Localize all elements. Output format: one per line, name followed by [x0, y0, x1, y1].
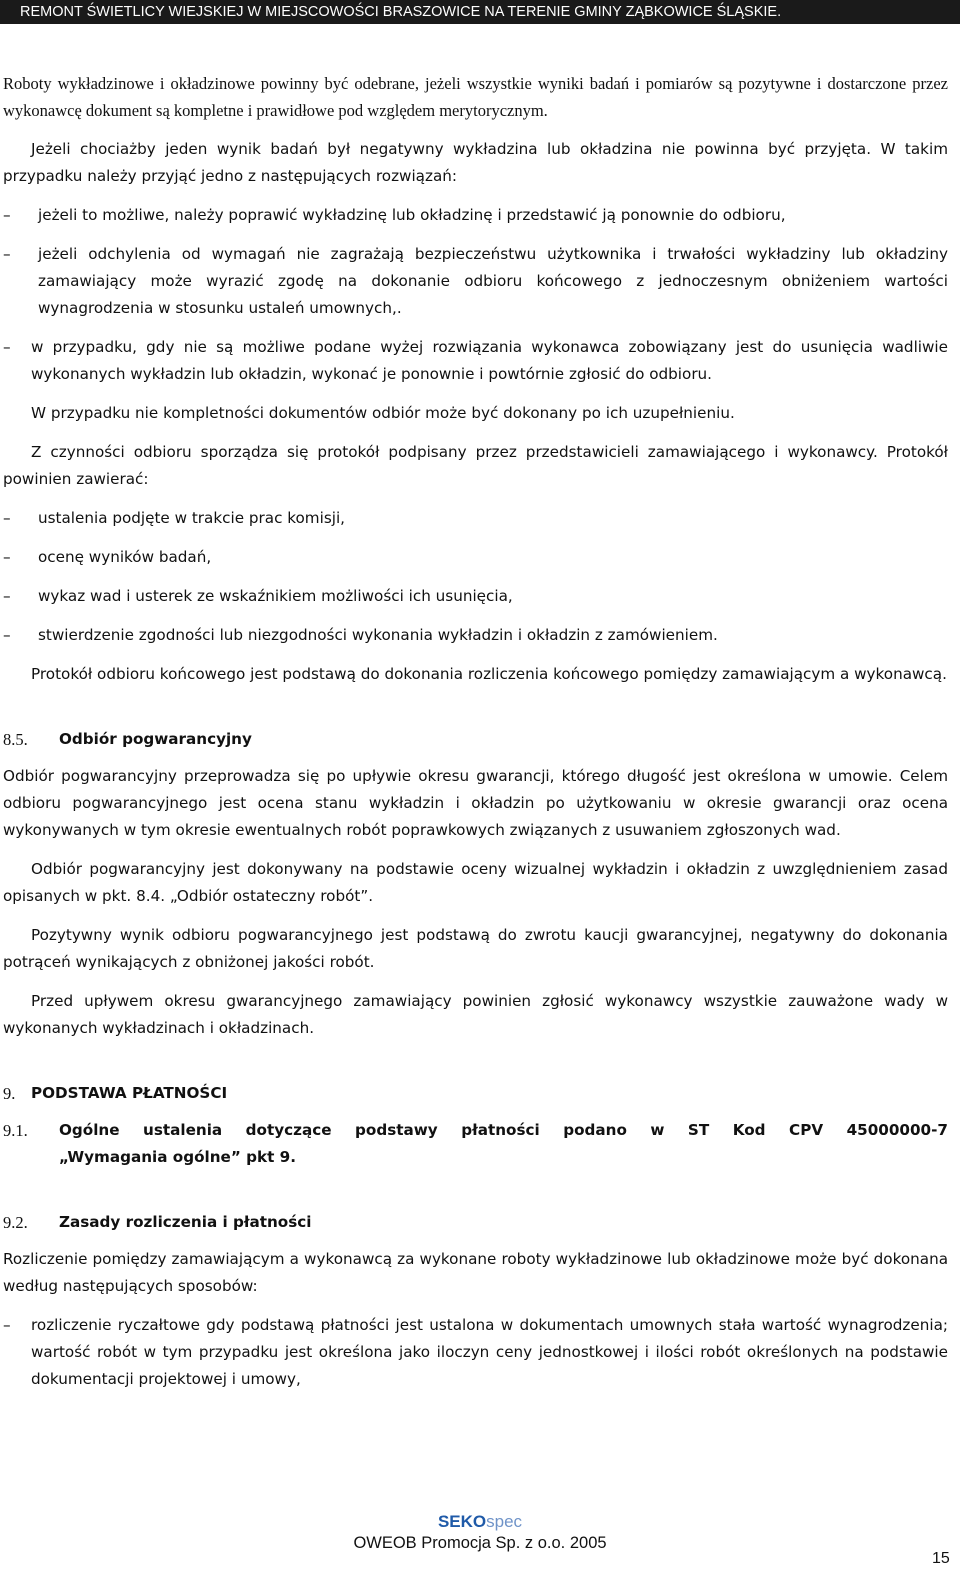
section-number: 9.2. [3, 1213, 28, 1232]
section-number: 8.5. [3, 730, 28, 749]
paragraph: Z czynności odbioru sporządza się protokół podpisany przez przedstawicieli zamawiającego i wykonawcy. Protokół powinien zawierać: [3, 443, 948, 488]
paragraph: Jeżeli chociażby jeden wynik badań był negatywny wykładzina lub okładzina nie powinna być przyjęta. W takim przypadku należy przyjąć jedno z następujących rozwiązań: [3, 140, 948, 185]
list-item: – wykaz wad i usterek ze wskaźnikiem możliwości ich usunięcia, [3, 583, 948, 610]
section-title: PODSTAWA PŁATNOŚCI [31, 1084, 228, 1102]
paragraph: Protokół odbioru końcowego jest podstawą do dokonania rozliczenia końcowego pomiędzy zamawiającym a wykonawcą. [31, 665, 947, 683]
section-title: Zasady rozliczenia i płatności [59, 1213, 312, 1231]
protocol-contents-list [3, 505, 948, 649]
section-title-block [59, 1117, 948, 1171]
section-heading-9 [3, 1080, 948, 1107]
list-item: – ocenę wyników badań, [3, 544, 948, 571]
paragraph: Roboty wykładzinowe i okładzinowe powinny być odebrane, jeżeli wszystkie wyniki badań i pomiarów są pozytywne i dostarczone przez wykonawcę dokument są kompletne i prawidłowe pod względem merytorycznym. [3, 74, 948, 120]
section-number: 9. [3, 1084, 16, 1103]
logo-text-secondary: spec [486, 1512, 523, 1531]
paragraph: W przypadku nie kompletności dokumentów odbiór może być dokonany po ich uzupełnieniu. [31, 404, 735, 422]
section-heading-9-1 [3, 1117, 948, 1171]
paragraph: Rozliczenie pomiędzy zamawiającym a wykonawcą za wykonane roboty wykładzinowe lub okładzinowe może być dokonana według następujących sposobów: [3, 1250, 948, 1295]
section-title: Odbiór pogwarancyjny [59, 730, 252, 748]
list-item: – stwierdzenie zgodności lub niezgodności wykonania wykładzin i okładzin z zamówieniem. [3, 622, 948, 649]
header-title: REMONT ŚWIETLICY WIEJSKIEJ W MIEJSCOWOŚCI BRASZOWICE NA TERENIE GMINY ZĄBKOWICE ŚLĄSKIE. [20, 4, 782, 20]
logo-text-primary: SEKO [437, 1512, 487, 1531]
footer-company: OWEOB Promocja Sp. z o.o. 2005 [353, 1534, 607, 1552]
paragraph: Odbiór pogwarancyjny przeprowadza się po upływie okresu gwarancji, którego długość jest określona w umowie. Celem odbioru pogwarancyjnego jest ocena stanu wykładzin i okładzin po użytkowaniu w okresie gwarancji oraz ocena wykonywanych w tym okresie ewentualnych robót poprawkowych związanych z usuwaniem zgłoszonych wad. [3, 767, 948, 839]
section-title: Ogólne ustalenia dotyczące podstawy płatności podano w ST Kod CPV 45000000-7 [59, 1121, 948, 1139]
paragraph: Pozytywny wynik odbioru pogwarancyjnego jest podstawą do zwrotu kaucji gwarancyjnej, negatywny do dokonania potrąceń wynikających z obniżonej jakości robót. [3, 926, 948, 971]
section-number: 9.1. [3, 1121, 28, 1140]
document-body [3, 70, 948, 1405]
list-item: – rozliczenie ryczałtowe gdy podstawą płatności jest ustalona w dokumentach umownych stała wartość wynagrodzenia; wartość robót w tym przypadku jest określona jako iloczyn ceny jednostkowej i ilości robót określonych na podstawie dokumentacji projektowej i umowy, [3, 1312, 948, 1393]
paragraph: Przed upływem okresu gwarancyjnego zamawiający powinien zgłosić wykonawcy wszystkie zauważone wady w wykonanych wykładzinach i okładzinach. [3, 992, 948, 1037]
page-footer [0, 1512, 960, 1554]
sekospec-logo [0, 1512, 960, 1532]
running-header [0, 0, 960, 24]
section-title-continued: „Wymagania ogólne” pkt 9. [59, 1148, 296, 1166]
list-item: – w przypadku, gdy nie są możliwe podane wyżej rozwiązania wykonawca zobowiązany jest do usunięcia wadliwie wykonanych wykładzin lub okładzin, wykonać je ponownie i powtórnie zgłosić do odbioru. [3, 334, 948, 388]
list-item: – jeżeli to możliwe, należy poprawić wykładzinę lub okładzinę i przedstawić ją ponownie do odbioru, [3, 202, 948, 229]
page-number: 15 [932, 1550, 950, 1567]
section-heading-8-5 [3, 726, 948, 753]
list-item: – ustalenia podjęte w trakcie prac komisji, [3, 505, 948, 532]
paragraph: Odbiór pogwarancyjny jest dokonywany na podstawie oceny wizualnej wykładzin i okładzin z uwzględnieniem zasad opisanych w pkt. 8.4. „Odbiór ostateczny robót”. [3, 860, 948, 905]
list-item: – jeżeli odchylenia od wymagań nie zagrażają bezpieczeństwu użytkownika i trwałości wykładziny lub okładziny zamawiający może wyrazić zgodę na dokonanie odbioru końcowego z jednoczesnym obniżeniem wartości wynagrodzenia w stosunku ustaleń umownych,. [3, 241, 948, 322]
rejection-options-list [3, 202, 948, 388]
section-heading-9-2 [3, 1209, 948, 1236]
settlement-methods-list [3, 1312, 948, 1393]
